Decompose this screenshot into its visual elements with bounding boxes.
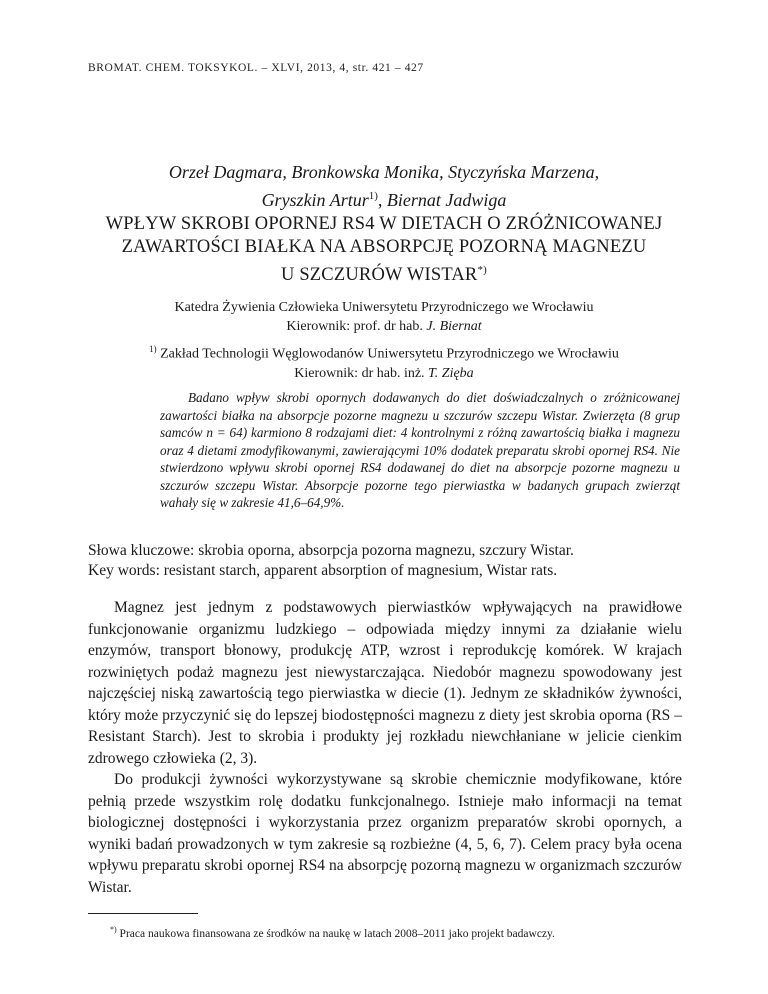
keywords — [88, 541, 688, 581]
affiliation-institution: Katedra Żywienia Człowieka Uniwersytetu Przyrodniczego we Wrocławiu — [174, 300, 594, 315]
keywords-english: Key words: resistant starch, apparent absorption of magnesium, Wistar rats. — [88, 562, 558, 579]
head-name: T. Zięba — [428, 365, 474, 381]
head-prefix: Kierownik: prof. dr hab. — [286, 319, 427, 334]
footnote-text: Praca naukowa finansowana ze środków na naukę w latach 2008–2011 jako projekt badawczy. — [119, 927, 555, 940]
author-name: Gryszkin Artur — [261, 190, 369, 210]
keywords-polish: Słowa kluczowe: skrobia oporna, absorpcja pozorna magnezu, szczury Wistar. — [88, 542, 574, 559]
footnote-rule — [88, 913, 198, 914]
author-name-rest: , Biernat Jadwiga — [377, 190, 507, 210]
footnote — [110, 922, 710, 942]
affiliation-head — [0, 317, 768, 336]
author-line-2 — [0, 184, 768, 212]
title-line-3-text: U SZCZURÓW WISTAR — [280, 265, 478, 286]
title-line-2: ZAWARTOŚCI BIAŁKA NA ABSORPCJĘ POZORNĄ MAGNEZU — [121, 237, 647, 257]
affiliation-mark: 1) — [149, 344, 157, 354]
body-text — [88, 597, 682, 898]
affiliation-institution — [0, 340, 768, 364]
paragraph-1: Magnez jest jednym z podstawowych pierwiastków wpływających na prawidłowe funkcjonowanie organizmu ludzkiego – odpowiada między innymi za działanie wielu enzymów, transport błonowy, produkcję ATP, wzrost i reprodukcję komórek. W krajach rozwiniętych podaż magnezu jest niewystarczająca. Niedobór magnezu spowodowany jest najczęściej niską zawartością tego pierwiastka w diecie (1). Jednym ze składników żywności, który może przyczynić się do lepszej biodostępności magnezu z diety jest skrobia oporna (RS – Resistant Starch). Jest to skrobia i produkty jej rozkładu niewchłaniane w jelicie cienkim zdrowego człowieka (2, 3). — [88, 599, 682, 767]
abstract: Badano wpływ skrobi opornych dodawanych do diet doświadczalnych o zróżnicowanej zawartości białka na absorpcje pozorne magnezu u szczurów szczepu Wistar. Zwierzęta (8 grup samców n = 64) karmiono 8 rodzajami diet: 4 kontrolnymi z różną zawartością białka i magnezu oraz 4 dietami zmodyfikowanymi, zawierającymi 10% dodatek preparatu skrobi opornej RS4. Nie stwierdzono wpływu skrobi opornej RS4 dodawanej do diet na absorpcje pozorne magnezu u szczurów szczepu Wistar. Absorpcje pozorne tego pierwiastka w badanych grupach zwierząt wahały się w zakresie 41,6–64,9%. — [160, 390, 680, 510]
affiliation-2 — [0, 340, 768, 383]
title-line-3 — [60, 259, 708, 287]
institution-name: Zakład Technologii Węglowodanów Uniwersytetu Przyrodniczego we Wrocławiu — [160, 346, 619, 362]
title-footnote-mark: *) — [477, 264, 488, 276]
author-list — [0, 160, 768, 212]
author-line-1: Orzeł Dagmara, Bronkowska Monika, Styczyńska Marzena, — [168, 162, 600, 182]
article-title — [60, 213, 708, 287]
head-name: J. Biernat — [426, 319, 482, 334]
paragraph-2: Do produkcji żywności wykorzystywane są skrobie chemicznie modyfikowane, które pełnią przede wszystkim rolę dodatku funkcjonalnego. Istnieje mało informacji na temat biologicznej dostępności i wykorzystania przez organizm preparatów skrobi opornych, a wyniki badań prowadzonych w tym zakresie są rozbieżne (4, 5, 6, 7). Celem pracy była ocena wpływu preparatu skrobi opornej RS4 na absorpcję pozorną magnezu w organizmach szczurów Wistar. — [88, 771, 682, 896]
affiliation-mark: 1) — [368, 190, 378, 202]
title-line-1: WPŁYW SKROBI OPORNEJ RS4 W DIETACH O ZRÓŻNICOWANEJ — [105, 214, 663, 234]
affiliation-head — [0, 364, 768, 383]
head-prefix: Kierownik: dr hab. inż. — [294, 365, 429, 381]
footnote-mark: *) — [110, 925, 117, 934]
affiliation-1 — [0, 298, 768, 336]
running-header: BROMAT. CHEM. TOKSYKOL. – XLVI, 2013, 4, str. 421 – 427 — [88, 62, 424, 74]
